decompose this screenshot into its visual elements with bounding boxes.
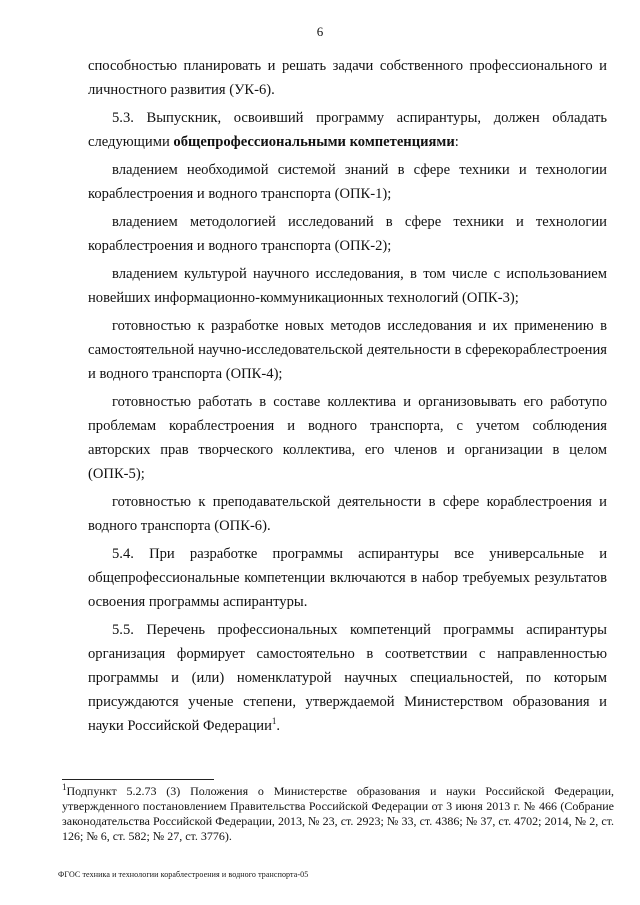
footnote-marker: 1	[62, 782, 67, 792]
footnote-reference: 1	[271, 716, 277, 727]
paragraph-5-4: 5.4. При разработке программы аспирантуры все универсальные и общепрофессиональные компетенции включаются в набор требуемых результатов освоения программы аспирантуры.	[88, 546, 607, 610]
paragraph-5-3-text: 5.3. Выпускник, освоивший программу аспирантуры, должен обладать следующими	[88, 110, 607, 150]
paragraph-uk6: способностью планировать и решать задачи собственного профессионального и личностного развития (УК-6).	[88, 58, 607, 98]
document-body	[88, 54, 607, 742]
paragraph-opk1: владением необходимой системой знаний в сфере техники и технологии кораблестроения и водного транспорта (ОПК-1);	[88, 162, 607, 202]
page-footer: ФГОС техника и технологии кораблестроения и водного транспорта-05	[58, 870, 309, 879]
paragraph-opk6: готовностью к преподавательской деятельности в сфере кораблестроения и водного транспорта (ОПК-6).	[88, 494, 607, 534]
paragraph-5-5: 5.5. Перечень профессиональных компетенций программы аспирантуры организация формирует самостоятельно в соответствии с направленностью программы и (или) номенклатурой научных специальностей, по которым присуждаются ученые степени, утверждаемой Министерством образования и науки Российской Федерации$^1$.	[88, 622, 607, 734]
paragraph-opk2: владением методологией исследований в сфере техники и технологии кораблестроения и водного транспорта (ОПК-2);	[88, 214, 607, 254]
bold-competencies-phrase: общепрофессиональными компетенциями	[173, 134, 455, 150]
footnote-text: Подпункт 5.2.73 (3) Положения о Министерстве образования и науки Российской Федерации, утвержденного постановлением Правительства Российской Федерации от 3 июня 2013 г. № 466 (Собрание законодательства Российской Федерации, 2013, № 23, ст. 2923; № 33, ст. 4386; № 37, ст. 4702; 2014, № 2, ст. 126; № 6, ст. 582; № 27, ст. 3776).	[62, 784, 614, 843]
colon: :	[454, 134, 459, 150]
paragraph-opk4: готовностью к разработке новых методов исследования и их применению в самостоятельной научно-исследовательской деятельности в сферекораблестроения и водного транспорта (ОПК-4);	[88, 318, 607, 382]
paragraph-opk5: готовностью работать в составе коллектива и организовывать его работупо проблемам кораблестроения и водного транспорта, с учетом соблюдения авторских прав творческого коллектива, его членов и организации в целом (ОПК-5);	[88, 394, 607, 482]
footnote	[62, 784, 614, 844]
paragraph-5-3	[88, 106, 607, 154]
paragraph-5-5-text: 5.5. Перечень профессиональных компетенций программы аспирантуры организация формирует самостоятельно в соответствии с направленностью программы и (или) номенклатурой научных специальностей, по которым присуждаются ученые степени, утверждаемой Министерством образования и науки Российской Федерации	[88, 622, 607, 734]
page-number: 6	[316, 24, 324, 39]
paragraph-opk3: владением культурой научного исследования, в том числе с использованием новейших информационно-коммуникационных технологий (ОПК-3);	[88, 266, 607, 306]
footnote-divider	[62, 779, 214, 780]
